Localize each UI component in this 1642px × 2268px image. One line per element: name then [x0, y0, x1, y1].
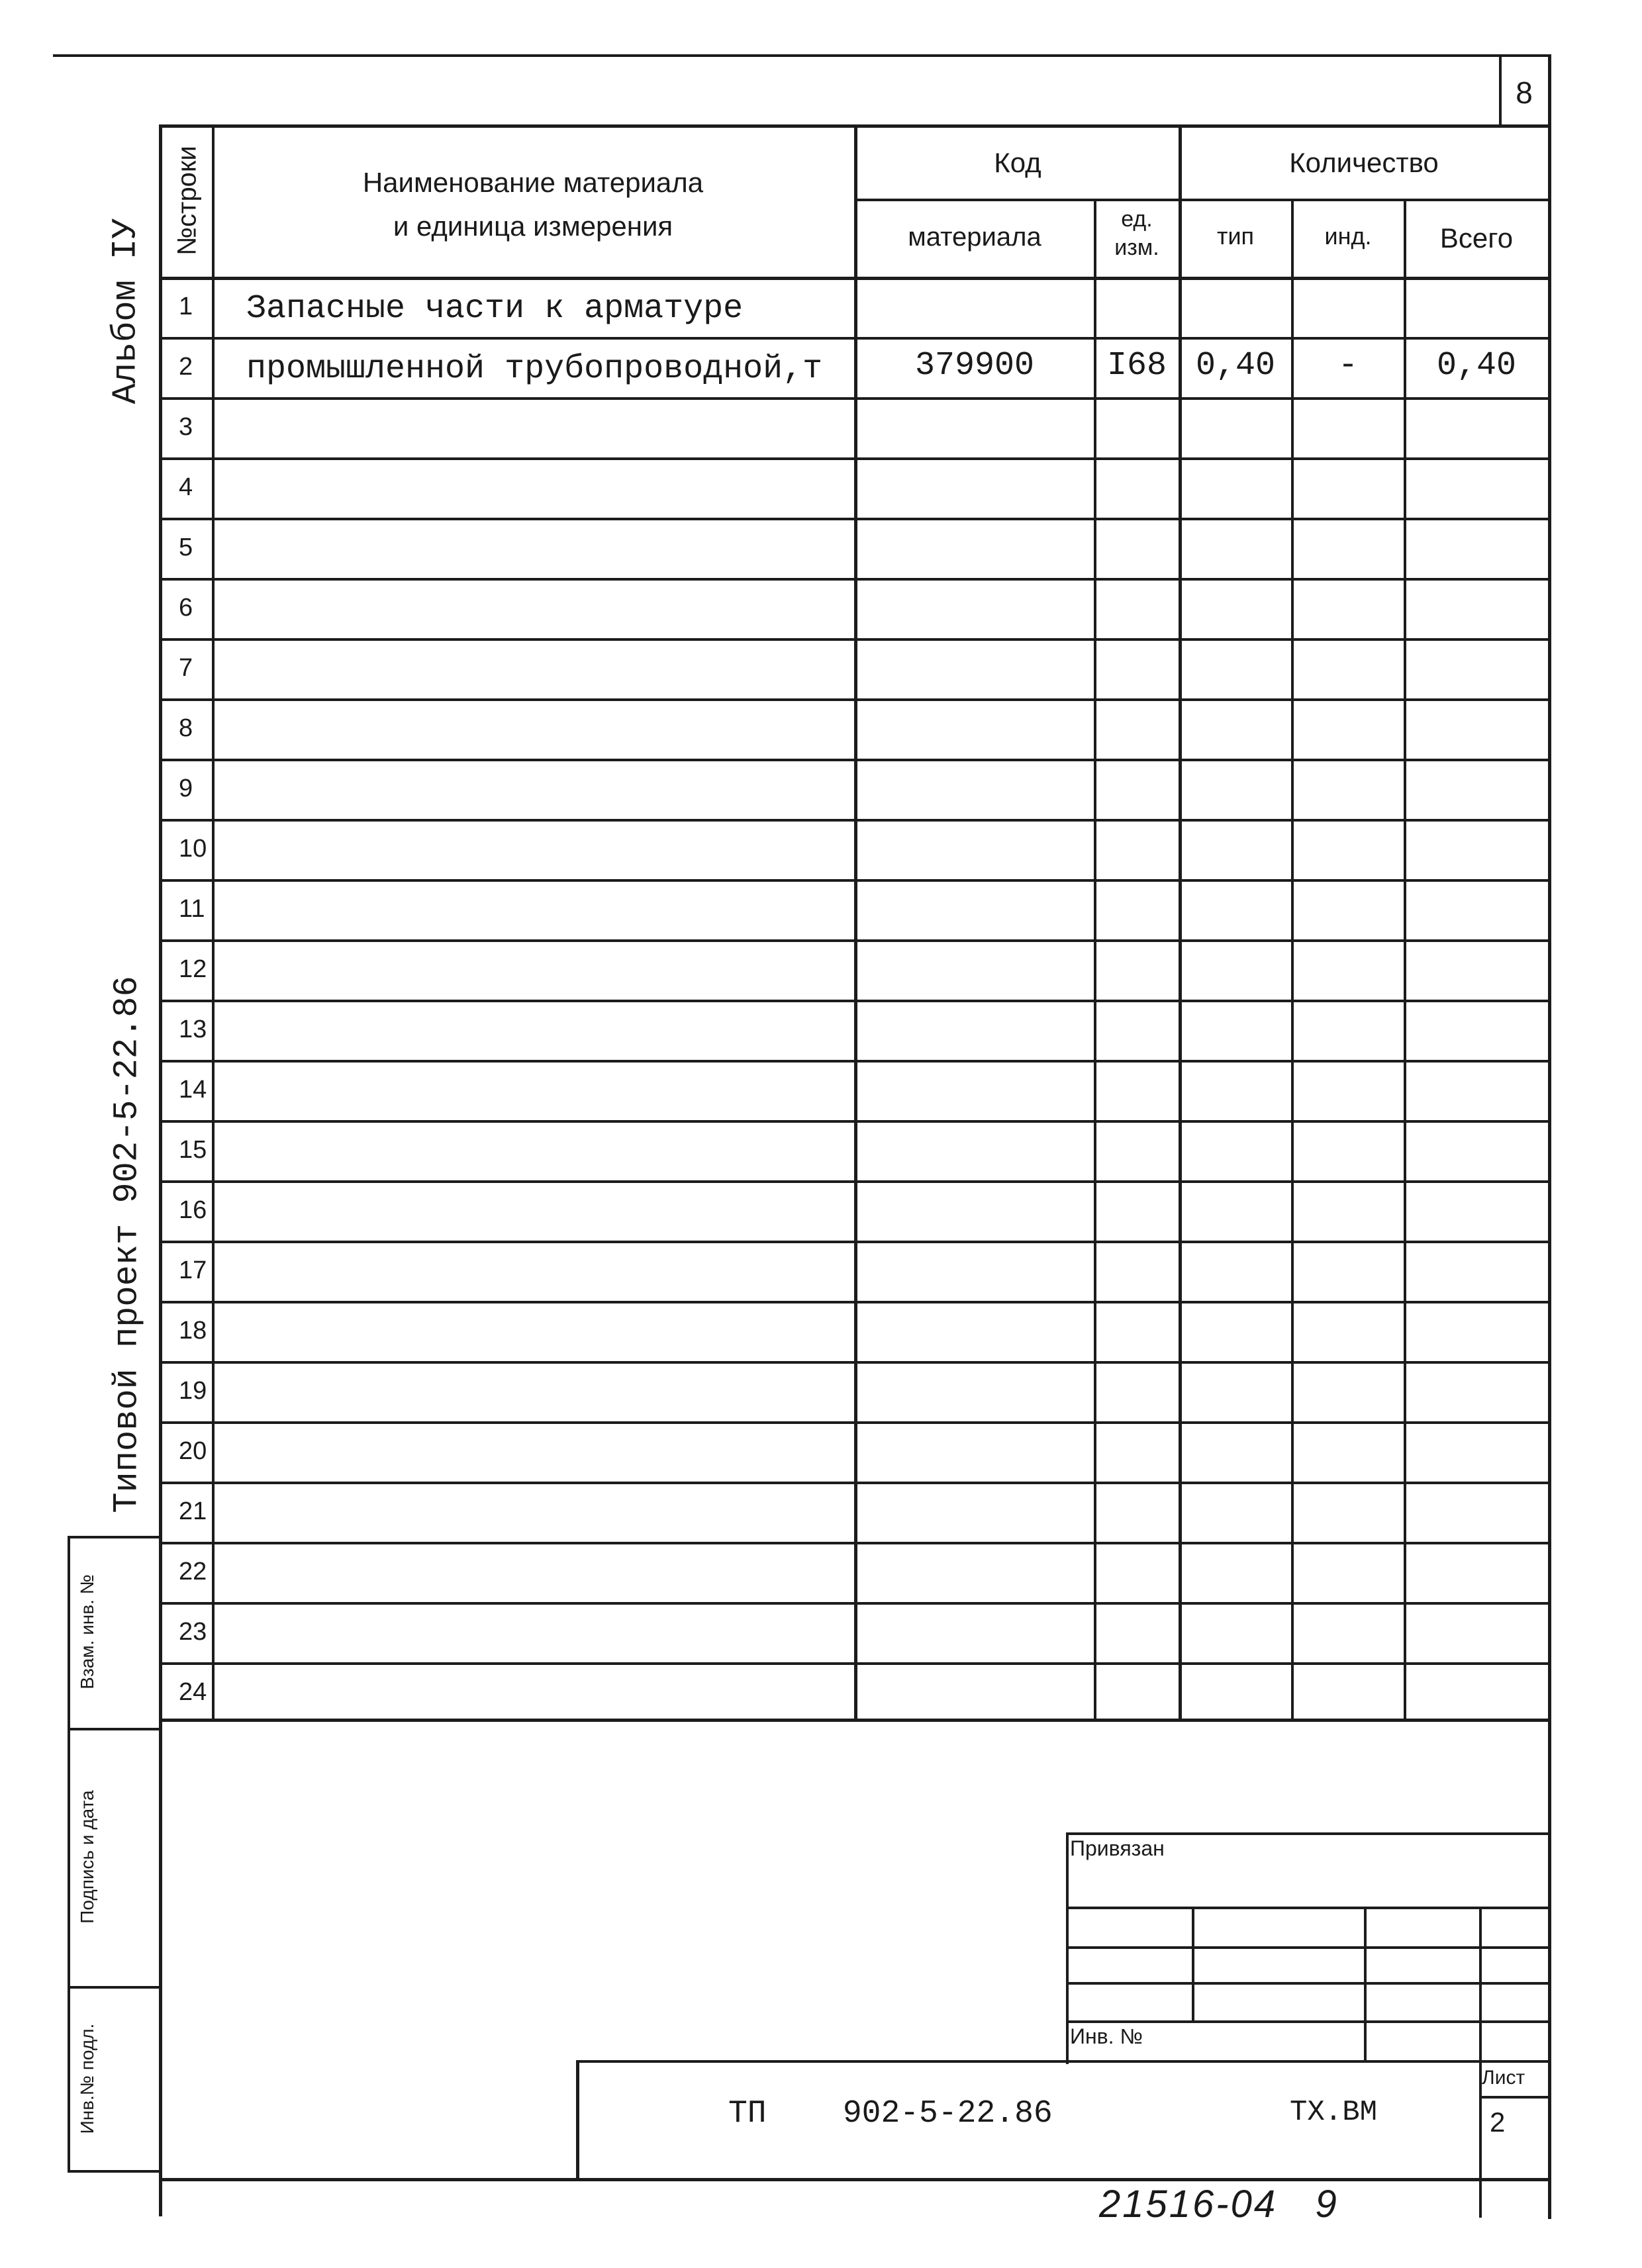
stamp-col-line — [1364, 1907, 1367, 2061]
row-number-header: №строки — [172, 146, 202, 256]
row-separator — [159, 1602, 1549, 1605]
entry-name: промышленной трубопроводной,т — [246, 350, 823, 388]
row-number: 7 — [179, 654, 193, 682]
col-rownum-border — [212, 124, 215, 1720]
quantity-ind-header: инд. — [1324, 222, 1372, 250]
handwritten-archive-number: 21516-04 9 — [1099, 2183, 1339, 2226]
row-separator — [159, 1000, 1549, 1002]
row-number: 16 — [179, 1196, 207, 1224]
row-number: 21 — [179, 1497, 207, 1525]
row-number: 18 — [179, 1317, 207, 1345]
row-number: 22 — [179, 1558, 207, 1585]
row-separator — [159, 698, 1549, 701]
sidebar-line-3 — [68, 1986, 160, 1989]
row-separator — [159, 1482, 1549, 1484]
stamp-top-line — [1066, 1832, 1549, 1835]
row-number: 2 — [179, 353, 193, 381]
row-separator — [159, 939, 1549, 942]
stamp-line — [1066, 1982, 1549, 1985]
col-code-border — [1094, 199, 1096, 1720]
row-number: 1 — [179, 293, 193, 320]
title-row-top — [576, 2060, 1549, 2063]
row-separator — [159, 578, 1549, 581]
row-separator — [159, 1361, 1549, 1364]
row-separator — [159, 879, 1549, 882]
entry-code: 379900 — [914, 347, 1035, 385]
album-label: Альбом IУ — [106, 218, 146, 404]
list-box-divider — [1479, 2096, 1549, 2099]
row-separator — [159, 457, 1549, 460]
row-separator — [159, 1060, 1549, 1063]
title-row-left — [576, 2060, 579, 2179]
row-number: 10 — [179, 835, 207, 863]
privyazan-label: Привязан — [1070, 1836, 1165, 1860]
row-separator — [159, 1180, 1549, 1183]
row-separator — [159, 819, 1549, 822]
row-number: 12 — [179, 955, 207, 983]
col-type-border — [1291, 199, 1294, 1720]
row-number: 3 — [179, 413, 193, 441]
stamp-line — [1066, 1946, 1549, 1949]
list-number: 2 — [1490, 2106, 1506, 2138]
stamp-col-line — [1192, 1907, 1194, 2022]
table-bottom-border — [159, 1719, 1549, 1722]
row-separator — [159, 1301, 1549, 1303]
entry-type: 0,40 — [1195, 347, 1276, 385]
top-border — [53, 54, 1549, 57]
inv-no-label: Инв. № — [1070, 2024, 1143, 2048]
name-header-line2: и единица измерения — [393, 211, 673, 242]
project-label: Типовой проект 902-5-22.86 — [107, 976, 147, 1513]
row-number: 9 — [179, 775, 193, 802]
header-subdivider — [854, 199, 1549, 201]
row-number: 20 — [179, 1437, 207, 1465]
inv-podl-label: Инв.№ подл. — [77, 2023, 97, 2134]
entry-total: 0,40 — [1436, 347, 1517, 385]
row-number: 11 — [179, 895, 205, 923]
row-separator — [159, 638, 1549, 641]
project-designation: ТП 902-5-22.86 — [728, 2096, 1053, 2132]
row-separator — [159, 1662, 1549, 1665]
signature-date-label: Подпись и дата — [77, 1790, 97, 1924]
sheet-number: 8 — [1516, 75, 1533, 110]
bottom-border — [159, 2178, 1549, 2181]
quantity-group-header: Количество — [1289, 147, 1439, 178]
entry-unit: I68 — [1106, 347, 1167, 385]
row-number: 17 — [179, 1256, 207, 1284]
quantity-type-header: тип — [1216, 222, 1255, 250]
name-header-line1: Наименование материала — [362, 167, 704, 198]
sidebar-line-1 — [68, 1536, 160, 1538]
row-separator — [159, 337, 1549, 340]
row-number: 23 — [179, 1618, 207, 1646]
row-number: 6 — [179, 594, 193, 622]
row-number: 15 — [179, 1136, 207, 1164]
row-number: 24 — [179, 1678, 207, 1706]
header-bottom-border — [159, 277, 1549, 280]
row-separator — [159, 759, 1549, 761]
row-separator — [159, 1542, 1549, 1544]
entry-ind: - — [1337, 347, 1358, 385]
stamp-line — [1066, 1907, 1549, 1909]
quantity-total-header: Всего — [1439, 222, 1514, 254]
row-separator — [159, 1241, 1549, 1243]
row-number: 14 — [179, 1076, 207, 1104]
stamp-line — [1066, 2020, 1549, 2023]
document-code: ТХ.ВМ — [1290, 2096, 1378, 2129]
code-material-header: материала — [908, 222, 1041, 252]
vzam-inv-label: Взам. инв. № — [77, 1574, 97, 1689]
sidebar-line-4 — [68, 2170, 160, 2173]
inner-left-border — [159, 124, 162, 2216]
row-separator — [159, 1120, 1549, 1123]
list-label: Лист — [1482, 2067, 1525, 2089]
row-separator — [159, 1421, 1549, 1424]
row-number: 19 — [179, 1377, 207, 1405]
row-number: 8 — [179, 714, 193, 742]
row-separator — [159, 397, 1549, 400]
right-border — [1548, 54, 1551, 2219]
code-unit-header-line1: ед. — [1121, 207, 1153, 232]
row-number: 4 — [179, 473, 193, 501]
code-group-header: Код — [994, 147, 1041, 178]
entry-name: Запасные части к арматуре — [246, 290, 744, 328]
row-number: 5 — [179, 534, 193, 561]
sidebar-stamp-left-border — [68, 1536, 70, 2171]
col-ind-border — [1404, 199, 1406, 1720]
row-separator — [159, 518, 1549, 520]
code-unit-header-line2: изм. — [1114, 235, 1159, 260]
sidebar-line-2 — [68, 1728, 160, 1730]
row-number: 13 — [179, 1016, 207, 1043]
